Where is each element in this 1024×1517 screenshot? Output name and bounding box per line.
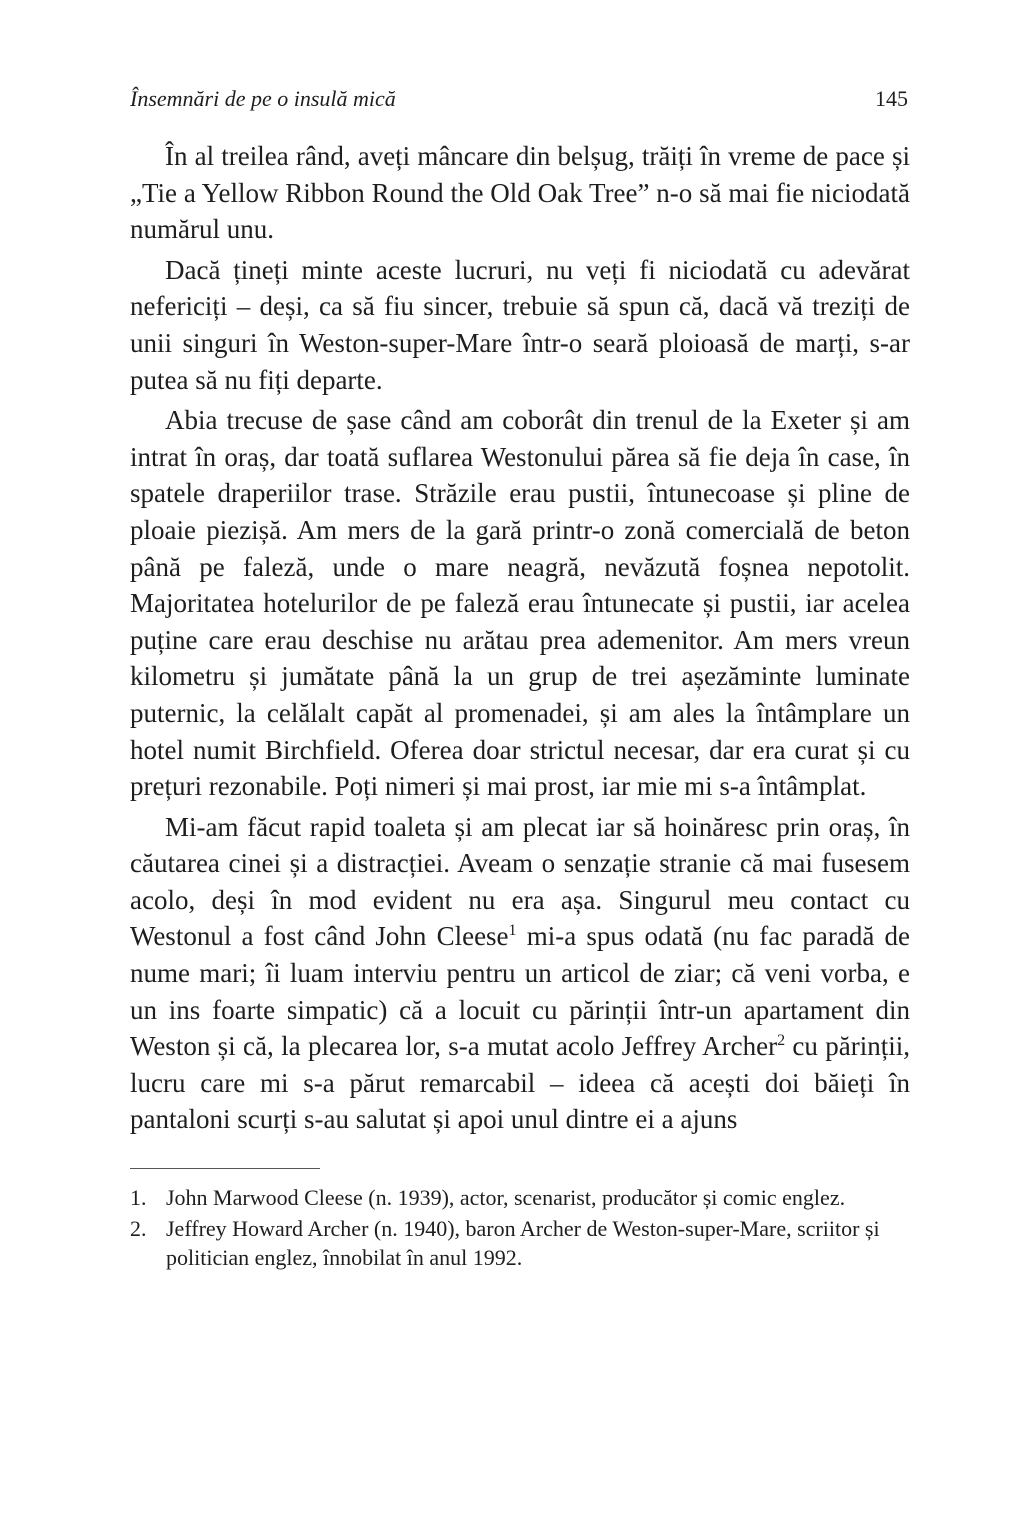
footnote-number: 1. (130, 1185, 147, 1211)
paragraph (130, 809, 910, 1138)
paragraph: Abia trecuse de șase când am coborât din trenul de la Exeter și am intrat în oraș, dar toată suflarea Westonului părea să fie deja în case, în spatele draperiilor trase. Străzile erau pustii, întunecoase și pline de ploaie piezișă. Am mers de la gară printr-o zonă comercială de beton până pe faleză, unde o mare neagră, nevăzută foșnea nepotolit. Majoritatea hotelurilor de pe faleză erau întunecate și pustii, iar acelea puține care erau deschise nu arătau prea ademenitor. Am mers vreun kilometru și jumătate până la un grup de trei așezăminte luminate puternic, la celălalt capăt al promenadei, și am ales la întâmplare un hotel numit Birchfield. Oferea doar strictul necesar, dar era curat și cu prețuri rezonabile. Poți nimeri și mai prost, iar mie mi s-a întâmplat. (130, 405, 910, 802)
footnote-reference: 1 (508, 922, 517, 940)
running-title: Însemnări de pe o insulă mică (130, 86, 396, 111)
paragraph: În al treilea rând, aveți mâncare din belșug, trăiți în vreme de pace și „Tie a Yellow Ribbon Round the Old Oak Tree” n-o să mai fie niciodată numărul unu. (130, 141, 910, 245)
paragraph-text: cu părinții, lucru care mi s-a părut remarcabil – ideea că acești doi băieți în pantaloni scurți s-au salutat și apoi unul dintre ei a ajuns (130, 1031, 910, 1135)
footnote-text: John Marwood Cleese (n. 1939), actor, scenarist, producător și comic englez. (166, 1185, 846, 1211)
footnote-reference: 2 (777, 1032, 786, 1050)
footnote (130, 1183, 910, 1212)
footnote (130, 1214, 910, 1272)
footnotes (130, 1183, 910, 1272)
page-header (130, 86, 910, 126)
footnote-text: Jeffrey Howard Archer (n. 1940), baron Archer de Weston-super-Mare, scriitor și politician englez, înnobilat în anul 1992. (166, 1216, 880, 1271)
book-page (130, 86, 910, 1272)
footnote-number: 2. (130, 1216, 147, 1242)
paragraph-text: Mi-am făcut rapid toaleta și am plecat iar să hoinăresc prin oraș, în căutarea cinei și a distracției. Aveam o senzație stranie că mai fusesem acolo, deși în mod evident nu era așa. Singurul meu contact cu Westonul a fost când John Cleese (130, 811, 910, 952)
paragraph-text: mi-a spus odată (nu fac paradă de nume mari; îi luam interviu pentru un articol de ziar; că veni vorba, e un ins foarte simpatic) că a locuit cu părinții într-un apartament din Weston și că, la plecarea lor, s-a mutat acolo Jeffrey Archer (130, 921, 910, 1062)
footnote-divider (130, 1168, 320, 1169)
body-text (130, 138, 910, 1138)
paragraph: Dacă țineți minte aceste lucruri, nu veți fi niciodată cu adevărat nefericiți – deși, ca să fiu sincer, trebuie să spun că, dacă vă treziți de unii singuri în Weston-super-Mare într-o seară ploioasă de marți, s-ar putea să nu fiți departe. (130, 254, 910, 395)
page-number: 145 (875, 86, 908, 111)
